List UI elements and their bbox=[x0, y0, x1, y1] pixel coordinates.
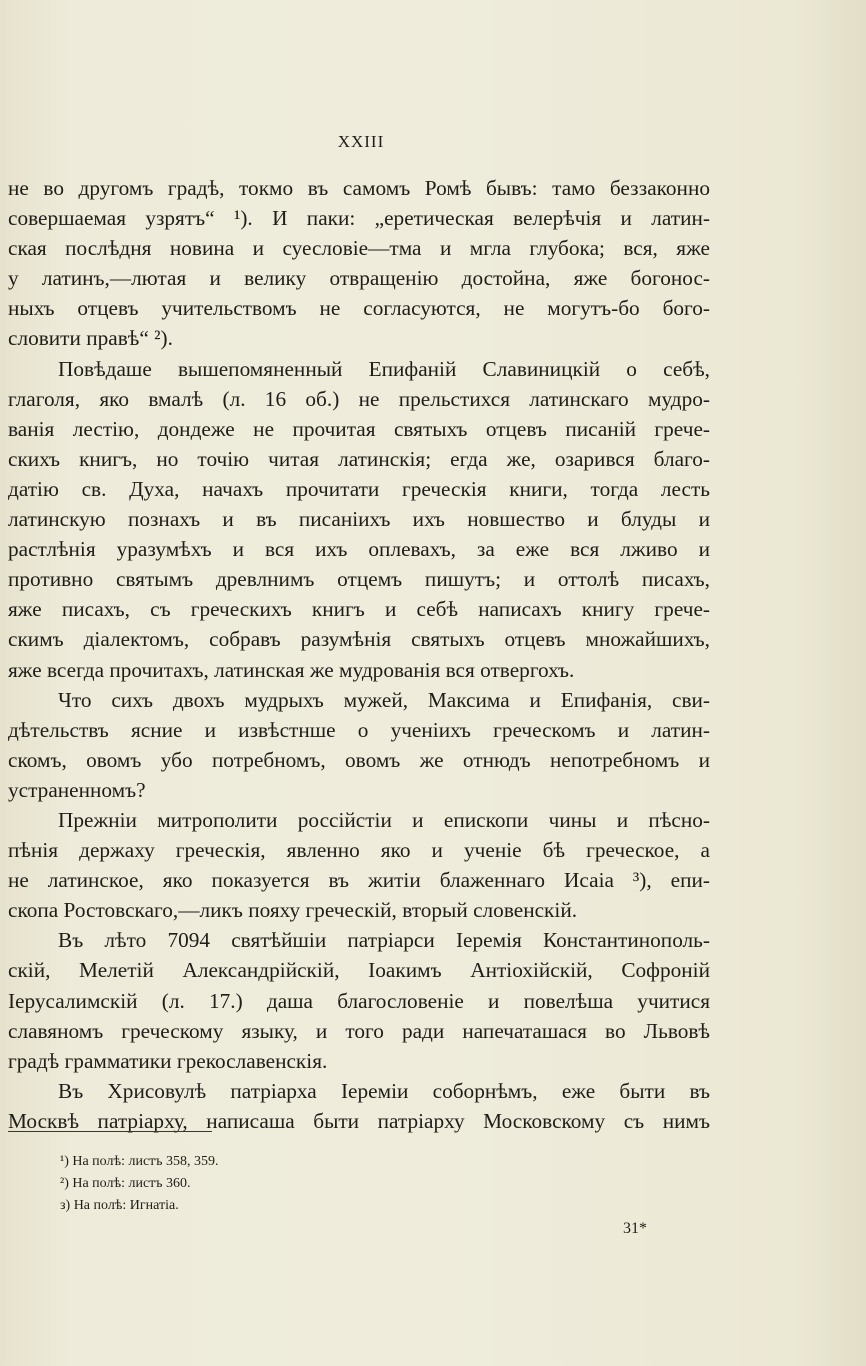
text-line: яже всегда прочитахъ, латинская же мудрованія вся отвергохъ. bbox=[8, 657, 575, 682]
text-line: скопа Ростовскаго,—ликъ пояху греческій, вторый словенскій. bbox=[8, 898, 578, 923]
paragraph-start: Повѣдаше вышепомяненный Епифаній Славиницкій о себѣ, bbox=[58, 356, 710, 381]
paragraph-start: Что сихъ двохъ мудрыхъ мужей, Максима и Епифанія, сви- bbox=[58, 687, 710, 712]
footnote-divider bbox=[8, 1131, 212, 1132]
text-line: латинскую познахъ и въ писаніихъ ихъ новшество и блуды и bbox=[8, 507, 710, 532]
text-line: скимъ діалектомъ, собравъ разумѣнія святыхъ отцевъ множайшихъ, bbox=[8, 627, 710, 652]
text-line: скихъ книгъ, но точію читая латинскія; егда же, озарився благо- bbox=[8, 446, 710, 471]
text-line: градѣ грамматики грекославенскія. bbox=[8, 1048, 328, 1073]
text-line: совершаемая узрятъ“ ¹). И паки: „еретическая велерѣчія и латин- bbox=[8, 206, 710, 231]
text-line: скомъ, овомъ убо потребномъ, овомъ же отнюдъ непотребномъ и bbox=[8, 747, 710, 772]
text-line: славяномъ греческому языку, и того ради напечаташася во Львовѣ bbox=[8, 1018, 710, 1043]
footnote-3: з) На полѣ: Игнатіа. bbox=[60, 1198, 179, 1213]
text-line: не во другомъ градѣ, токмо въ самомъ Ромѣ бывъ: тамо беззаконно bbox=[8, 176, 710, 200]
text-line: датію св. Духа, начахъ прочитати греческія книги, тогда лесть bbox=[8, 476, 710, 501]
text-line: противно святымъ древлнимъ отцемъ пишутъ; и оттолѣ писахъ, bbox=[8, 567, 710, 592]
paragraph-start: Прежніи митрополити россійстіи и епископи чины и пѣсно- bbox=[58, 807, 710, 832]
text-line: яже писахъ, съ греческихъ книгъ и себѣ написахъ книгу грече- bbox=[8, 597, 710, 622]
footnote-2: ²) На полѣ: листъ 360. bbox=[60, 1176, 191, 1191]
text-line: Іерусалимскій (л. 17.) даша благословеніе и повелѣша учитися bbox=[8, 988, 710, 1013]
paragraph-start: Въ лѣто 7094 святѣйшіи патріарси Іеремія Константинополь- bbox=[58, 928, 710, 953]
text-line: глаголя, яко вмалѣ (л. 16 об.) не прельстихся латинскаго мудро- bbox=[8, 386, 710, 411]
text-line: пѣнія держаху греческія, явленно яко и ученіе бѣ греческое, а bbox=[8, 838, 710, 863]
body-text bbox=[8, 173, 710, 1136]
signature-mark: 31* bbox=[623, 1220, 647, 1237]
page-number-header: XXIII bbox=[337, 132, 385, 151]
text-line: у латинъ,—лютая и велику отвращенію достойна, яже богонос- bbox=[8, 266, 710, 291]
text-line: растлѣнія уразумѣхъ и вся ихъ оплевахъ, за еже вся лживо и bbox=[8, 537, 710, 562]
footnotes bbox=[60, 1151, 219, 1217]
text-line: Москвѣ патріарху, написаша быти патріарху Московскому съ нимъ bbox=[8, 1108, 710, 1133]
text-line: дѣтельствъ ясние и извѣстнше о ученіихъ греческомъ и латин- bbox=[8, 717, 710, 742]
paragraph-start: Въ Хрисовулѣ патріарха Іереміи соборнѣмъ, еже быти въ bbox=[58, 1078, 710, 1103]
text-line: словити правѣ“ ²). bbox=[8, 326, 173, 351]
text-line: ныхъ отцевъ учительствомъ не согласуются, не могутъ-бо бого- bbox=[8, 296, 710, 321]
text-line: скій, Мелетій Александрійскій, Іоакимъ Антіохійскій, Софроній bbox=[8, 958, 710, 983]
text-line: ская послѣдня новина и суесловіе—тма и мгла глубока; вся, яже bbox=[8, 236, 710, 261]
footnote-1: ¹) На полѣ: листъ 358, 359. bbox=[60, 1154, 219, 1169]
text-line: ванія лестію, дондеже не прочитая святыхъ отцевъ писаній грече- bbox=[8, 416, 710, 441]
text-line: устраненномъ? bbox=[8, 777, 146, 802]
text-line: не латинское, яко показуется въ житіи блаженнаго Исаіа ³), епи- bbox=[8, 868, 710, 893]
